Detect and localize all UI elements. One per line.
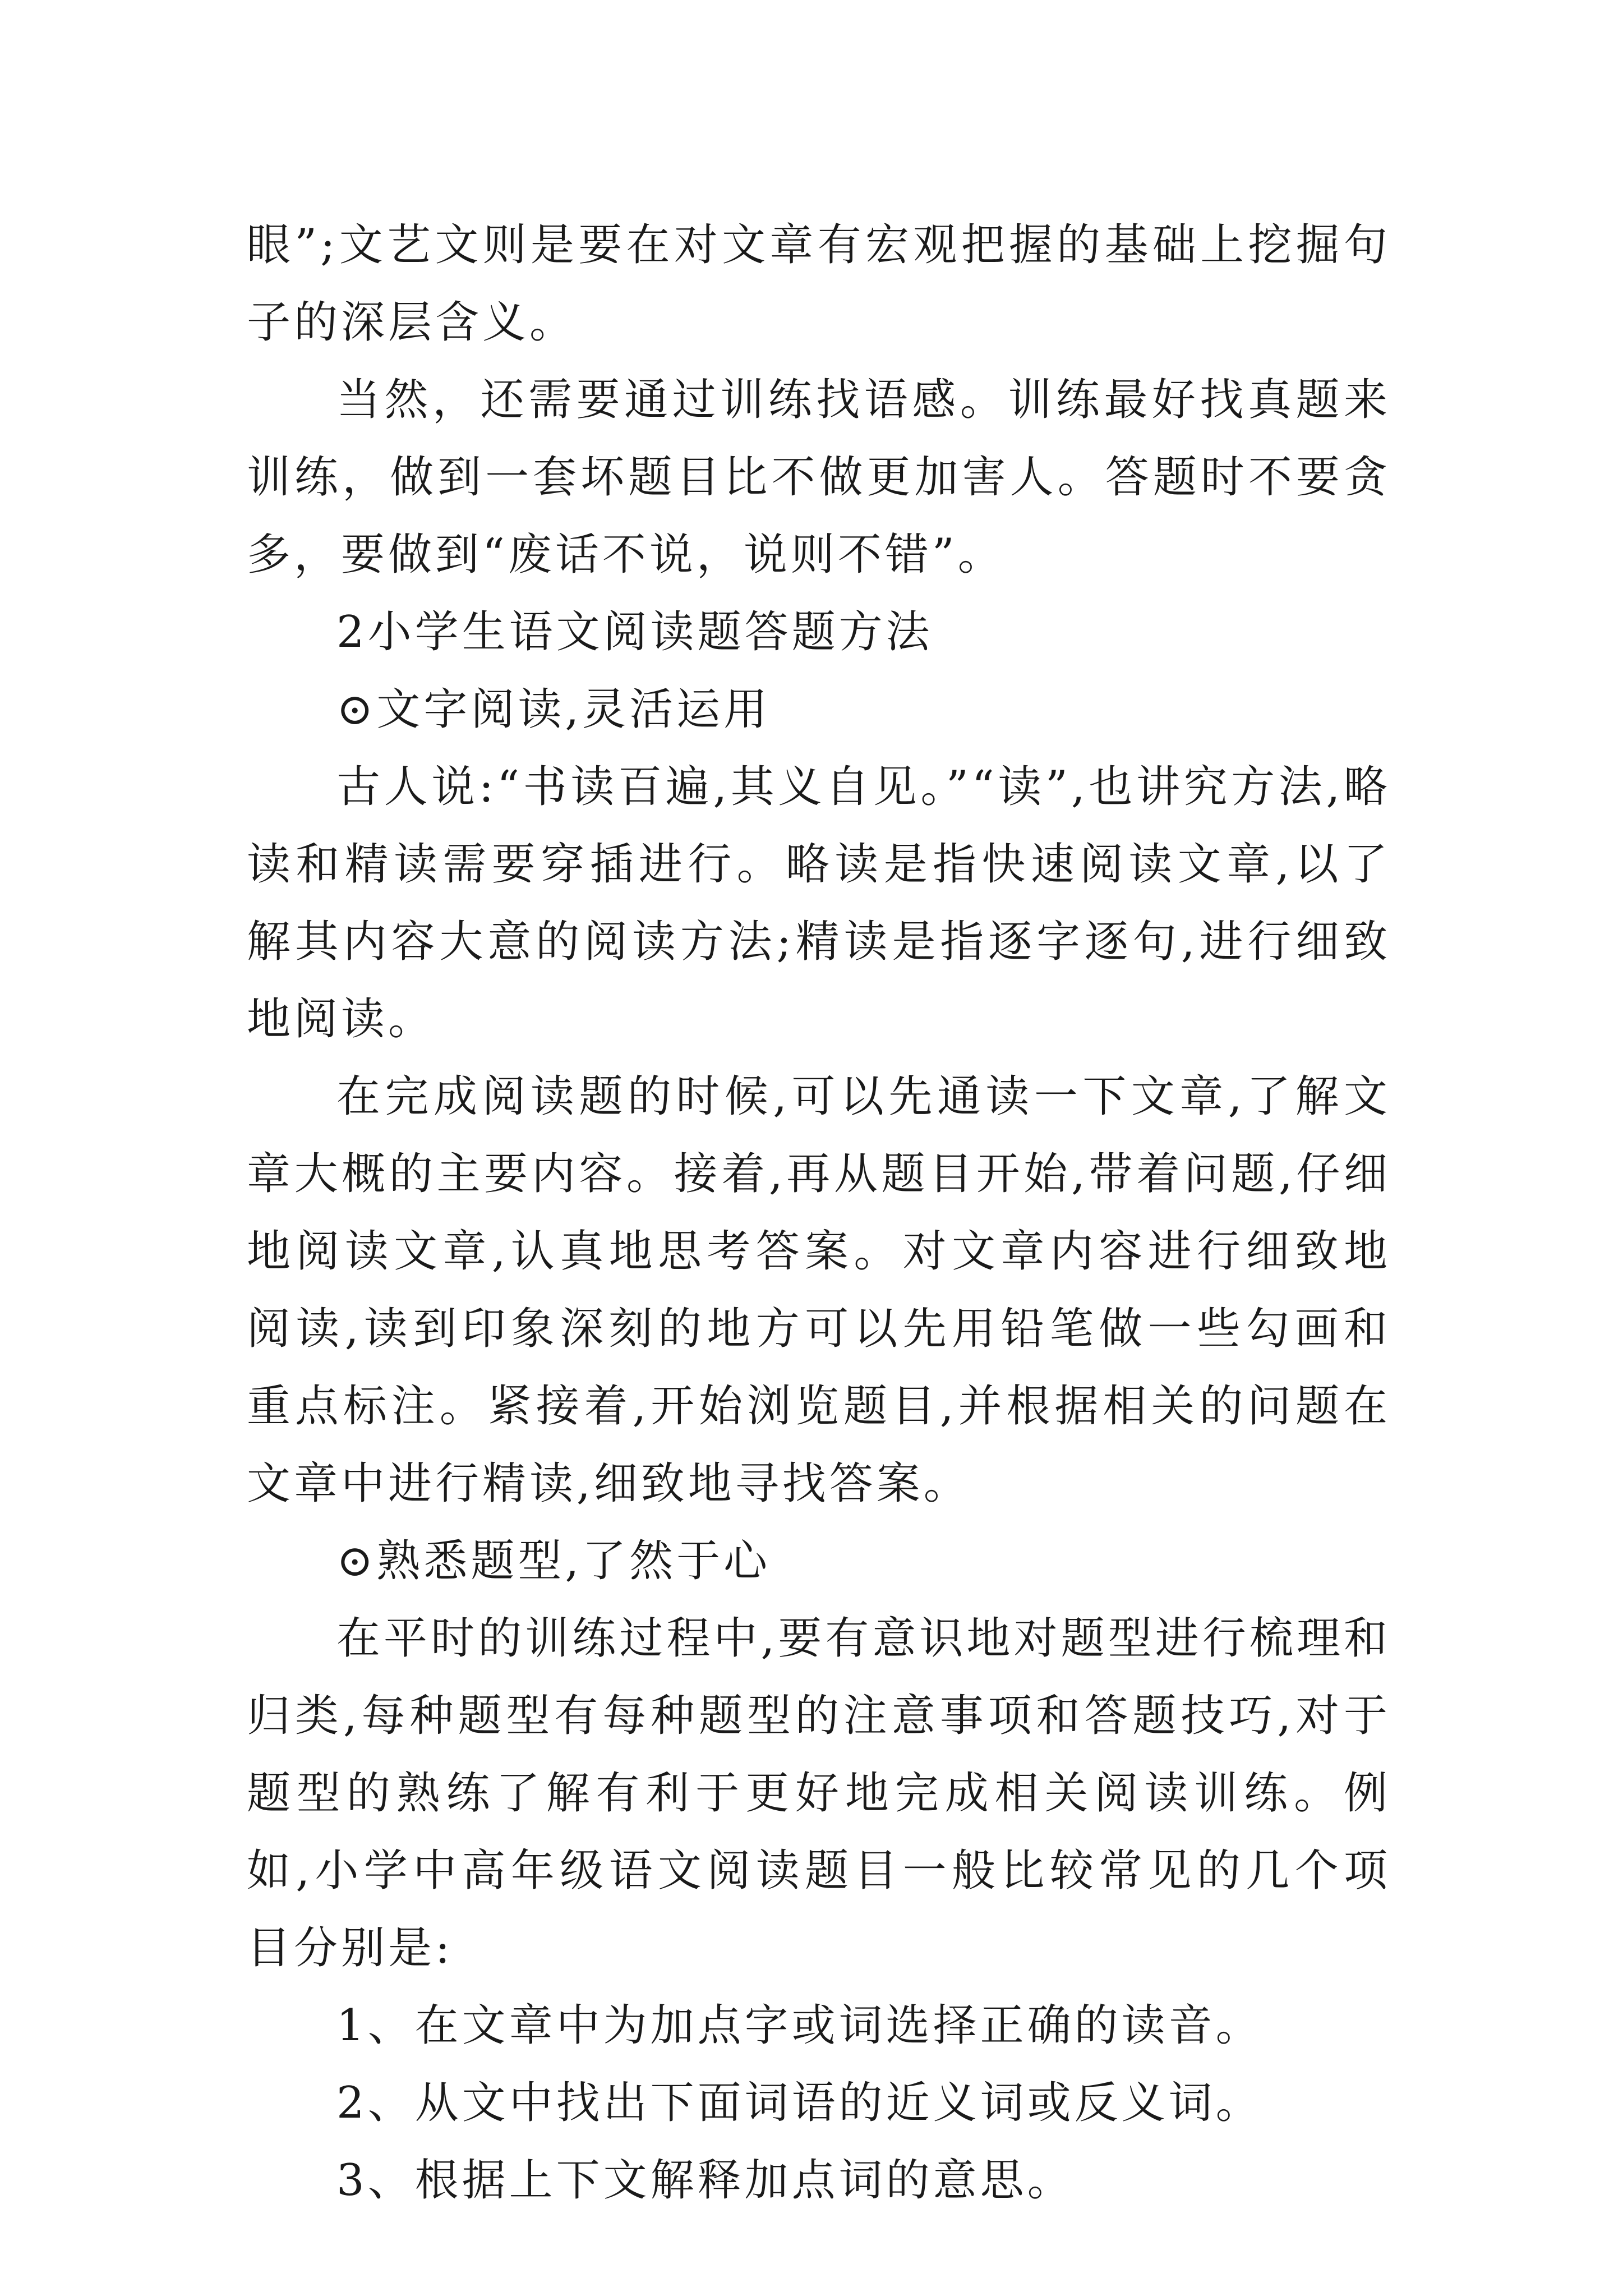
document-page: [247, 206, 1391, 2219]
paragraph-ancient-saying: 古人说:“书读百遍,其义自见。”“读”,也讲究方法,略读和精读需要穿插进行。略读是指快速阅读文章,以了解其内容大意的阅读方法;精读是指逐字逐句,进行细致地阅读。: [247, 762, 1391, 1045]
paragraph-reading-method: 在完成阅读题的时候,可以先通读一下文章,了解文章大概的主要内容。接着,再从题目开始,带着问题,仔细地阅读文章,认真地思考答案。对文章内容进行细致地阅读,读到印象深刻的地方可以先用铅笔做一些勾画和重点标注。紧接着,开始浏览题目,并根据相关的问题在文章中进行精读,细致地寻找答案。: [247, 1071, 1391, 1509]
list-item-3: 3、根据上下文解释加点词的意思。: [336, 2155, 1075, 2206]
list-item-1: 1、在文章中为加点字或词选择正确的读音。: [336, 2000, 1263, 2051]
list-item-2: 2、从文中找出下面词语的近义词或反义词。: [336, 2078, 1263, 2128]
section-heading: 2小学生语文阅读题答题方法: [336, 607, 933, 657]
paragraph-continuation: 眼”;文艺文则是要在对文章有宏观把握的基础上挖掘句子的深层含义。: [247, 220, 1391, 348]
subheading-reading: ⊙文字阅读,灵活运用: [336, 684, 771, 735]
subheading-question-types: ⊙熟悉题型,了然于心: [336, 1536, 771, 1586]
paragraph-question-types: 在平时的训练过程中,要有意识地对题型进行梳理和归类,每种题型有每种题型的注意事项和答题技巧,对于题型的熟练了解有利于更好地完成相关阅读训练。例如,小学中高年级语文阅读题目一般比较常见的几个项目分别是:: [247, 1613, 1391, 1973]
paragraph-language-sense: 当然，还需要通过训练找语感。训练最好找真题来训练，做到一套坏题目比不做更加害人。答题时不要贪多，要做到“废话不说，说则不错”。: [247, 375, 1391, 580]
